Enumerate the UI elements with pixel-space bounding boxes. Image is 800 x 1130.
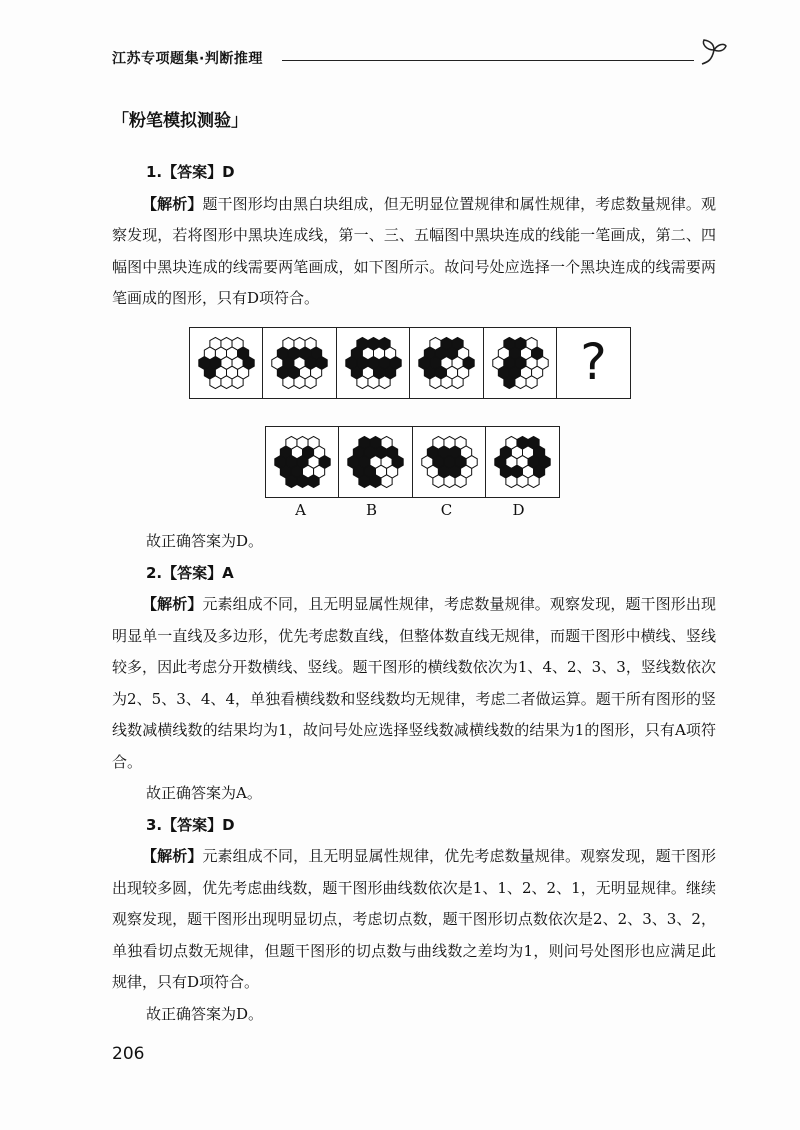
q3-analysis-text: 元素组成不同，且无明显属性规律，优先考虑数量规律。观察发现，题干图形出现较多圆，优先考虑曲线数，题干图形曲线数依次是1、1、2、2、1，无明显规律。继续观察发现，题干图形出现明显切点，考虑切点数，题干图形切点数依次是2、2、3、3、2，单独看切点数无规律，但题干图形的切点数与曲线数之差均为1，则问号处图形也应满足此规律，只有D项符合。 bbox=[112, 847, 716, 991]
hex-cell bbox=[379, 376, 390, 389]
hex-cell bbox=[359, 475, 370, 488]
section-title: 「粉笔模拟测验」 bbox=[112, 111, 248, 131]
question-1 bbox=[112, 157, 716, 315]
hex-figure-c bbox=[413, 427, 486, 497]
hex-figure-a bbox=[266, 427, 339, 497]
q2-answer-line: 2.【答案】A bbox=[146, 563, 234, 582]
hex-figure-b bbox=[339, 427, 412, 497]
answer-line: 1.【答案】D bbox=[146, 163, 235, 181]
q2-conclusion: 故正确答案为A。 bbox=[146, 784, 262, 802]
question-cell-2 bbox=[262, 327, 337, 399]
analysis-label: 【解析】 bbox=[142, 194, 203, 213]
hex-cell bbox=[370, 475, 381, 488]
hex-figure-d bbox=[486, 427, 559, 497]
hex-cell bbox=[209, 376, 220, 389]
hex-cell bbox=[517, 475, 528, 488]
hex-cell bbox=[305, 376, 316, 389]
q1-conclusion: 故正确答案为D。 bbox=[146, 532, 264, 550]
q2-analysis-label: 【解析】 bbox=[142, 595, 203, 613]
question-cell-3 bbox=[336, 327, 411, 399]
option-label-c: C bbox=[440, 501, 453, 519]
option-cell-d[interactable] bbox=[485, 426, 560, 498]
hex-cell bbox=[443, 475, 454, 488]
hex-cell bbox=[503, 376, 514, 389]
option-cell-a[interactable] bbox=[265, 426, 340, 498]
hex-cell bbox=[308, 475, 319, 488]
question-mark: ? bbox=[580, 333, 607, 391]
hex-figure-1 bbox=[190, 328, 263, 398]
hex-cell bbox=[441, 376, 452, 389]
hex-cell bbox=[455, 475, 466, 488]
answers-continued bbox=[112, 526, 716, 1030]
question-cell-5 bbox=[483, 327, 558, 399]
question-figure-row bbox=[190, 327, 631, 399]
question-cell-1 bbox=[189, 327, 264, 399]
hex-cell bbox=[220, 376, 231, 389]
running-header bbox=[112, 42, 722, 72]
hex-cell bbox=[526, 376, 537, 389]
hex-cell bbox=[367, 376, 378, 389]
question-mark-cell bbox=[556, 327, 631, 399]
hex-cell bbox=[294, 376, 305, 389]
q3-analysis-paragraph bbox=[112, 841, 716, 999]
q3-analysis-label: 【解析】 bbox=[142, 847, 203, 865]
hex-cell bbox=[432, 475, 443, 488]
hex-figure-3 bbox=[337, 328, 410, 398]
analysis-text: 题干图形均由黑白块组成，但无明显位置规律和属性规律，考虑数量规律。观察发现，若将图形中黑块连成线，第一、三、五幅图中黑块连成的线能一笔画成，第二、四幅图中黑块连成的线需要两笔画成，如下图所示。故问号处应选择一个黑块连成的线需要两笔画成的图形，只有D项符合。 bbox=[112, 194, 716, 307]
header-rule bbox=[282, 60, 694, 61]
header-title: 江苏专项题集·判断推理 bbox=[112, 51, 263, 67]
q2-analysis-text: 元素组成不同，且无明显属性规律，考虑数量规律。观察发现，题干图形出现明显单一直线及多边形，优先考虑数直线，但整体数直线无规律，而题干图形中横线、竖线较多，因此考虑分开数横线、竖线。题干图形的横线数依次为1、4、2、3、3，竖线数依次为2、5、3、4、4，单独看横线数和竖线数均无规律，考虑二者做运算。题干所有图形的竖线数减横线数的结果均为1，故问号处应选择竖线数减横线数的结果为1的图形，只有A项符合。 bbox=[112, 595, 716, 771]
hex-cell bbox=[296, 475, 307, 488]
hex-cell bbox=[285, 475, 296, 488]
option-cell-c[interactable] bbox=[412, 426, 487, 498]
q3-conclusion: 故正确答案为D。 bbox=[146, 1004, 264, 1023]
hex-cell bbox=[232, 376, 243, 389]
option-figure-row bbox=[266, 426, 560, 498]
question-cell-4 bbox=[409, 327, 484, 399]
hex-figure-2 bbox=[263, 328, 336, 398]
hex-cell bbox=[506, 475, 517, 488]
option-label-d: D bbox=[512, 501, 525, 519]
analysis-paragraph bbox=[112, 189, 716, 315]
option-cell-b[interactable] bbox=[338, 426, 413, 498]
hex-cell bbox=[528, 475, 539, 488]
hex-cell bbox=[283, 376, 294, 389]
hex-cell bbox=[514, 376, 525, 389]
q3-answer-line: 3.【答案】D bbox=[146, 815, 235, 834]
hex-figure-4 bbox=[410, 328, 483, 398]
option-label-a: A bbox=[295, 501, 306, 519]
option-labels bbox=[264, 501, 560, 525]
sprout-icon bbox=[694, 38, 728, 72]
hex-cell bbox=[381, 475, 392, 488]
hex-cell bbox=[356, 376, 367, 389]
hex-cell bbox=[452, 376, 463, 389]
page-number: 206 bbox=[112, 1044, 145, 1064]
hex-figure-5 bbox=[484, 328, 557, 398]
hex-cell bbox=[430, 376, 441, 389]
option-label-b: B bbox=[365, 501, 378, 519]
q2-analysis-paragraph bbox=[112, 589, 716, 778]
